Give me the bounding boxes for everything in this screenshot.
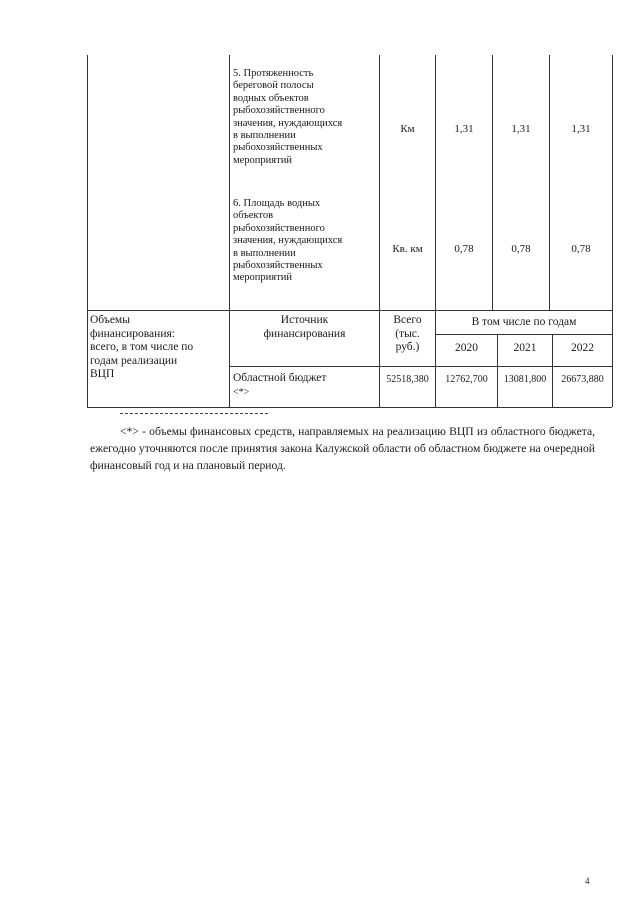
value-5-2020: 1,31 <box>454 123 474 135</box>
indicator-line: значения, нуждающихся <box>233 235 343 247</box>
table-bottom <box>87 407 612 408</box>
indicator-line: 5. Протяженность <box>233 68 314 79</box>
value-6-2020: 0,78 <box>454 243 474 255</box>
unit-6: Кв. км <box>392 243 423 255</box>
source-footnote-mark: <*> <box>233 386 250 398</box>
page-number: 4 <box>585 876 590 886</box>
year-2020: 2020 <box>455 342 478 354</box>
footnote-text: <*> - объемы финансовых средств, направляемых на реализацию ВЦП из областного бюджета, ежегодно уточняются после принятия закона Калужской области об областном бюджете на очередной финансовый год и на плановый период. <box>90 425 595 472</box>
table-border-right <box>612 55 613 407</box>
financing-label-line: годам реализации <box>90 354 178 367</box>
indicator-line: рыбохозяйственного <box>233 222 325 234</box>
indicator-line: береговой полосы <box>233 80 314 92</box>
source-name-line: Областной бюджет <box>233 372 327 384</box>
value-2020: 12762,700 <box>445 374 488 385</box>
indicator-line: 6. Площадь водных <box>233 198 321 209</box>
table-divider-y1 <box>492 55 493 310</box>
indicator-line: рыбохозяйственного <box>233 105 325 117</box>
indicator-line: рыбохозяйственных <box>233 260 323 272</box>
value-5-2021: 1,31 <box>511 123 531 135</box>
indicator-line: в выполнении <box>233 247 296 259</box>
table-divider-label <box>229 55 230 407</box>
value-5-2022: 1,31 <box>571 123 591 135</box>
indicator-line: в выполнении <box>233 130 296 142</box>
years-header-divider <box>436 334 612 335</box>
financing-label <box>90 314 193 382</box>
source-header <box>230 314 379 341</box>
table-border-left <box>87 55 88 407</box>
value-2021: 13081,800 <box>503 374 547 385</box>
value-6-2022: 0,78 <box>571 243 591 255</box>
total-header-line: руб.) <box>395 341 420 353</box>
fin-header-divider <box>229 366 612 367</box>
indicator-line: рыбохозяйственных <box>233 142 323 154</box>
indicator-line: объектов <box>233 210 274 222</box>
value-6-2021: 0,78 <box>511 243 531 255</box>
indicator-line: значения, нуждающихся <box>233 117 343 129</box>
source-header-line: финансирования <box>263 327 346 340</box>
years-header: В том числе по годам <box>471 316 577 328</box>
year-2021: 2021 <box>513 342 537 354</box>
year-2022: 2022 <box>571 342 594 354</box>
total-header-line: (тыс. <box>395 327 420 340</box>
indicator-line: мероприятий <box>233 272 292 284</box>
financing-label-line: финансирования: <box>90 327 175 340</box>
total-header-line: Всего <box>393 314 422 326</box>
source-header-line: Источник <box>280 314 329 326</box>
indicator-5 <box>233 68 342 167</box>
total-value: 52518,380 <box>386 374 429 385</box>
unit-5: Км <box>400 123 415 135</box>
source-name <box>233 372 326 399</box>
indicator-line: водных объектов <box>233 92 309 104</box>
row-divider <box>87 310 612 311</box>
table-divider-y2 <box>549 55 550 310</box>
total-header <box>380 314 435 355</box>
indicator-6 <box>233 198 342 285</box>
value-2022: 26673,880 <box>561 374 604 385</box>
financing-label-line: всего, в том числе по <box>90 341 194 353</box>
footnote-separator <box>120 413 268 414</box>
financing-label-line: ВЦП <box>90 368 115 380</box>
financing-label-line: Объемы <box>90 314 130 326</box>
indicator-line: мероприятий <box>233 154 292 166</box>
